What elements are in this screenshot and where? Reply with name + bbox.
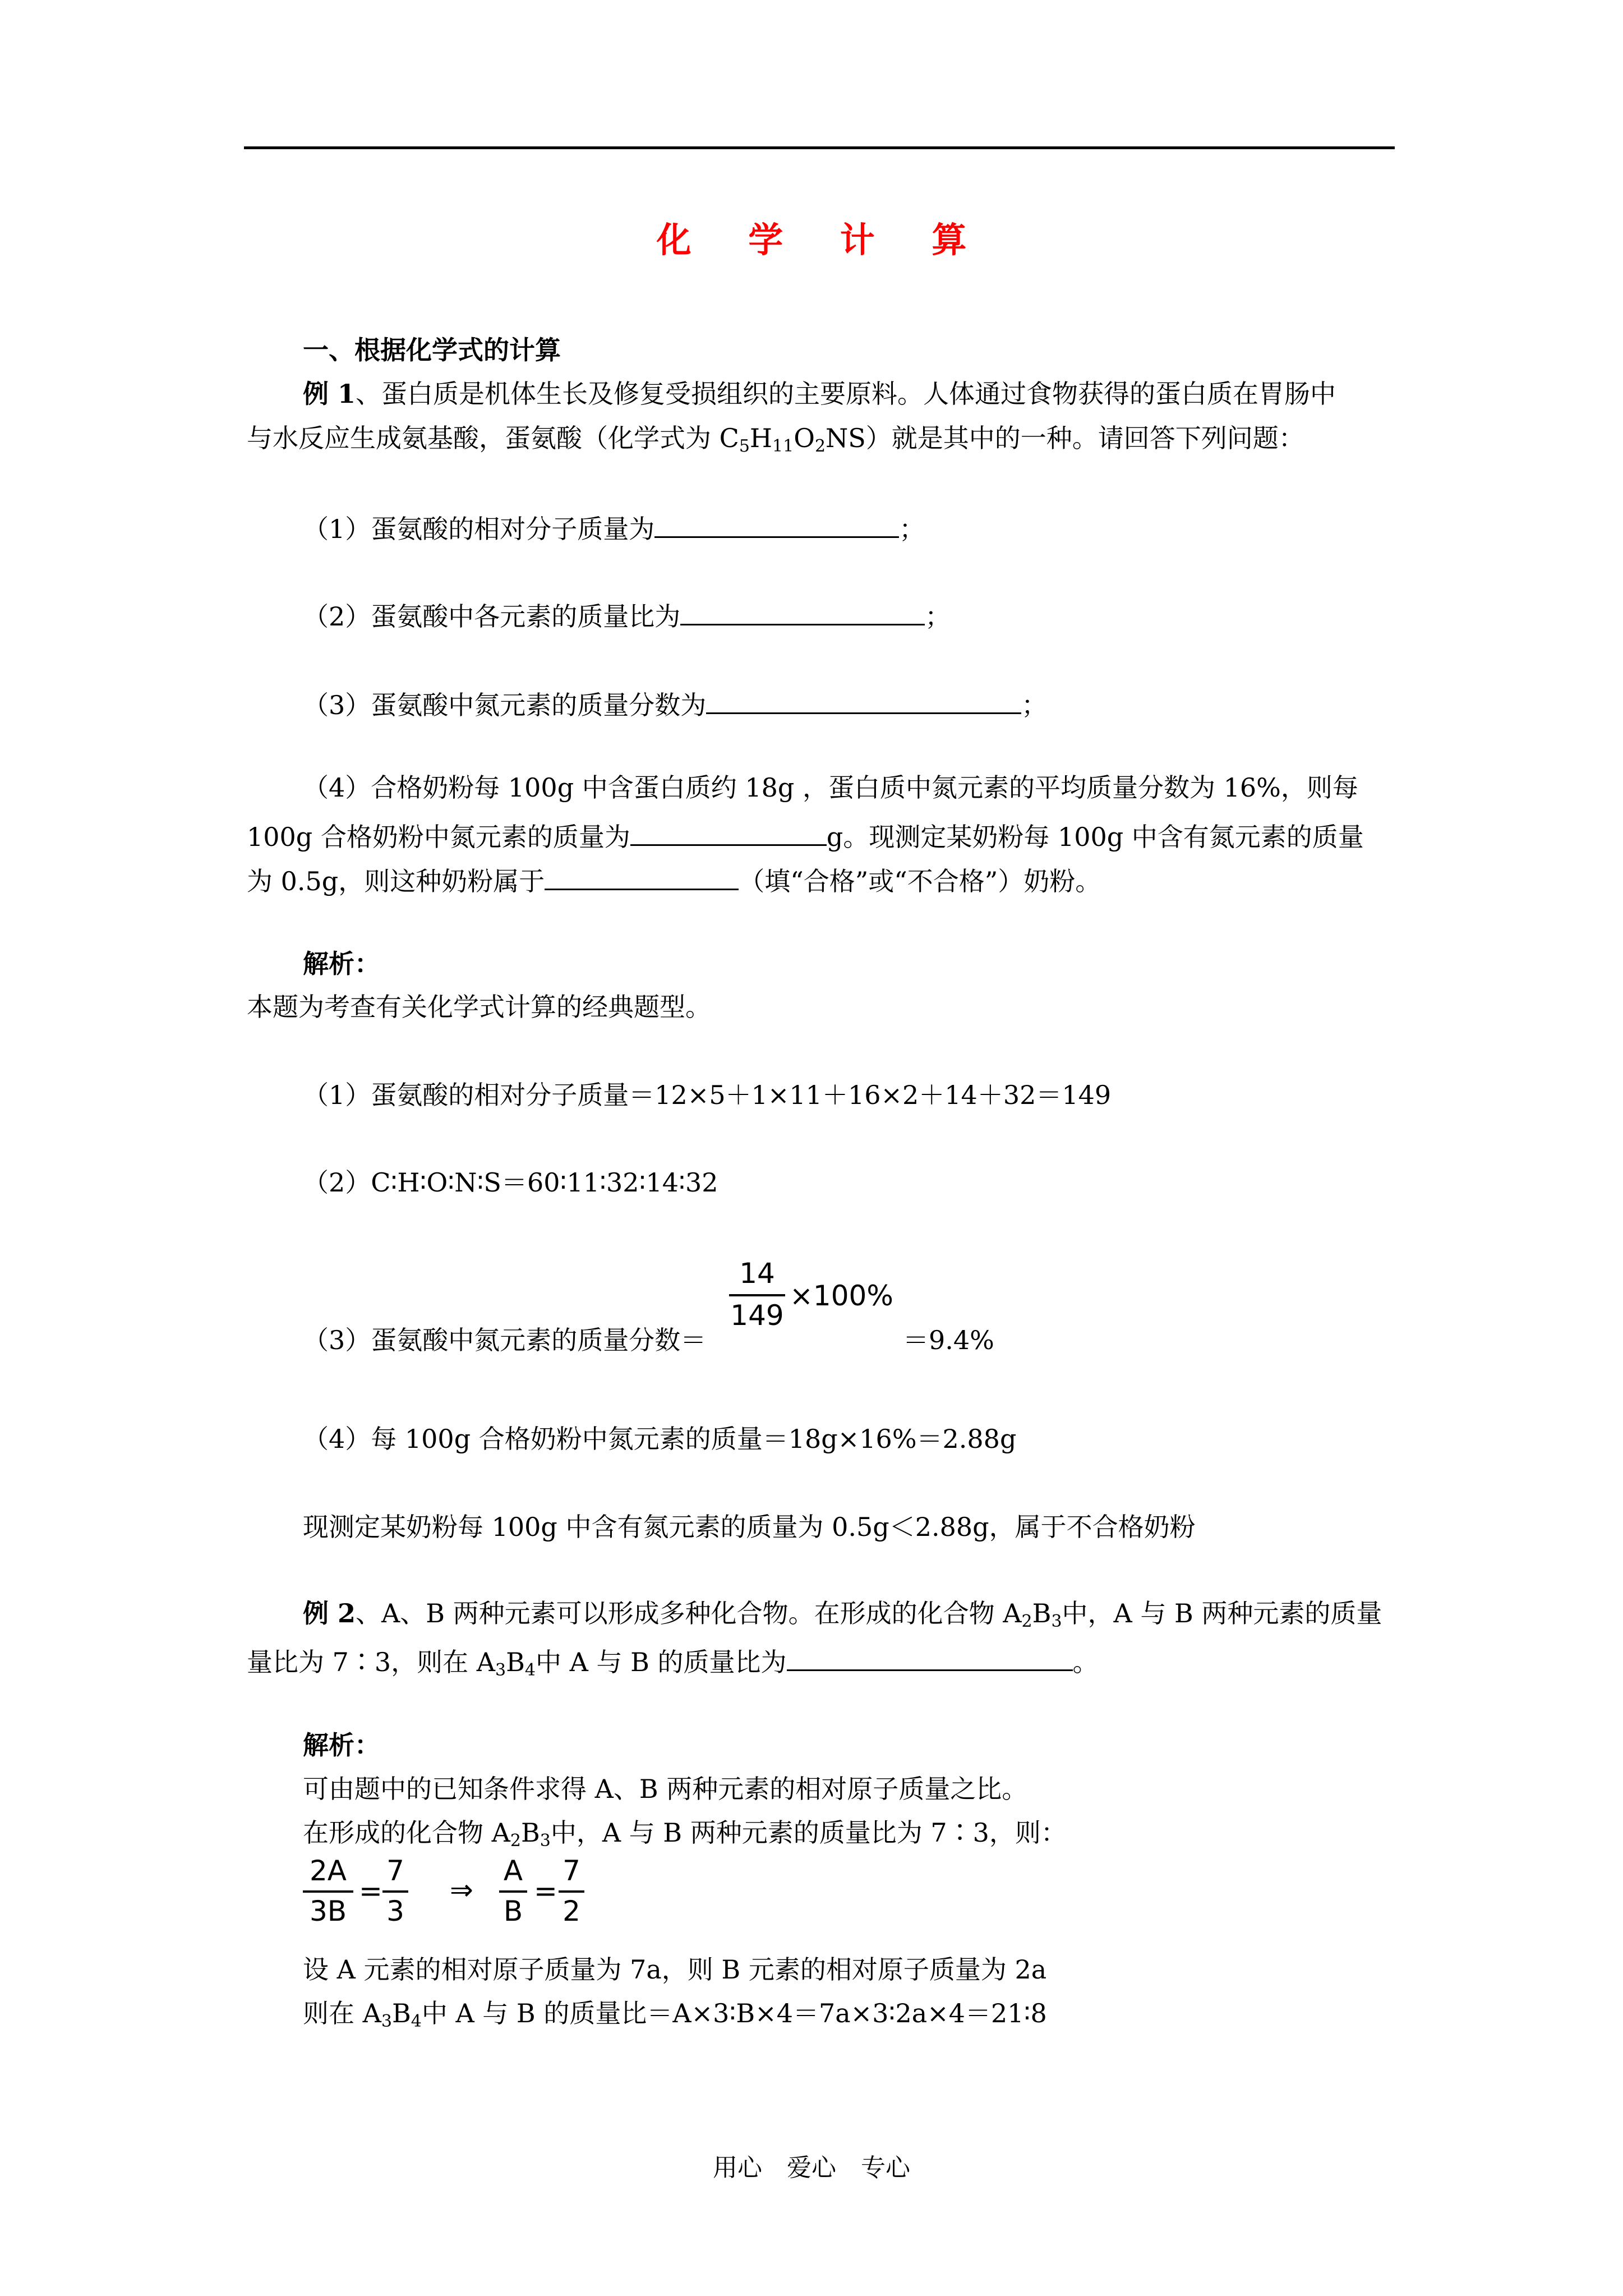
answer-blank-1[interactable] (654, 512, 899, 538)
answer-4: （4）每 100g 合格奶粉中氮元素的质量＝18g×16%＝2.88g (303, 1424, 1017, 1454)
formula-sub: 3 (540, 1831, 551, 1851)
answer-blank-2[interactable] (680, 599, 925, 625)
example2-end: 。 (1072, 1647, 1099, 1677)
analysis2-text4a: 则在 A (303, 1998, 381, 2028)
fraction-14-over-149 (727, 1259, 923, 1343)
answer-3-result: ＝9.4% (903, 1325, 994, 1355)
fraction-bar (559, 1890, 584, 1893)
formula-sub: 5 (739, 436, 750, 456)
question-2 (303, 599, 951, 632)
answer-4-conclusion: 现测定某奶粉每 100g 中含有氮元素的质量为 0.5g＜2.88g，属于不合格奶粉 (303, 1512, 1196, 1542)
analysis2-text2a: 在形成的化合物 A (303, 1818, 510, 1848)
analysis2-line1: 可由题中的已知条件求得 A、B 两种元素的相对原子质量之比。 (303, 1774, 1028, 1804)
analysis-intro: 本题为考查有关化学式计算的经典题型。 (247, 992, 711, 1022)
equation-numerator: 7 (386, 1855, 404, 1887)
example2-text1a: 、A、B 两种元素可以形成多种化合物。在形成的化合物 A (356, 1598, 1022, 1628)
equation-numerator: 2A (309, 1855, 347, 1887)
example1-intro-line1 (303, 381, 1336, 407)
example2-line1 (303, 1598, 1382, 1631)
example1-intro-text1: 、蛋白质是机体生长及修复受损组织的主要原料。人体通过食物获得的蛋白质在胃肠中 (356, 379, 1336, 409)
question-2-end: ； (925, 601, 951, 632)
fraction-numerator: 14 (739, 1257, 775, 1290)
analysis2-text4b: 中 A 与 B 的质量比＝A×3∶B×4＝7a×3∶2a×4＝21∶8 (421, 1998, 1047, 2028)
fraction-bar (303, 1890, 353, 1893)
times-100-percent: ×100% (790, 1280, 893, 1312)
analysis2-text2b: 中，A 与 B 两种元素的质量比为 7∶3，则： (550, 1818, 1067, 1848)
analysis2-line2 (303, 1818, 1067, 1851)
answer-1: （1）蛋氨酸的相对分子质量＝12×5＋1×11＋16×2＋14＋32＝149 (303, 1080, 1112, 1110)
example2-text1b: 中，A 与 B 两种元素的质量 (1062, 1598, 1382, 1628)
intro-text2b: NS）就是其中的一种。请回答下列问题： (826, 423, 1304, 453)
question-4-line1: （4）合格奶粉每 100g 中含蛋白质约 18g ，蛋白质中氮元素的平均质量分数为 16%，则每 (303, 772, 1358, 803)
equation-numerator: A (503, 1855, 523, 1887)
intro-text2a: 与水反应生成氨基酸，蛋氨酸（化学式为 C (247, 423, 739, 453)
answer-3-prefix: （3）蛋氨酸中氮元素的质量分数＝ (303, 1325, 707, 1355)
question-2-text: （2）蛋氨酸中各元素的质量比为 (303, 601, 681, 632)
page-title: 化 学 计 算 (656, 219, 989, 260)
example2-label: 例 2 (303, 1598, 356, 1628)
fraction-bar (729, 1294, 785, 1296)
implies-arrow: ⇒ (450, 1874, 473, 1906)
equation-denominator: 2 (562, 1895, 580, 1927)
question-3-end: ； (1021, 690, 1048, 720)
question-4-text2a: 100g 合格奶粉中氮元素的质量为 (247, 822, 630, 852)
formula-sub: 4 (524, 1660, 536, 1680)
ratio-equation (303, 1857, 594, 1935)
answer-blank-4[interactable] (630, 820, 827, 846)
section-heading: 一、根据化学式的计算 (303, 335, 561, 365)
example1-intro-line2 (247, 423, 1304, 456)
question-1-end: ； (899, 514, 925, 544)
formula-sub: 4 (411, 2012, 422, 2031)
formula-sub: 3 (381, 2012, 392, 2031)
equals-sign: = (534, 1875, 557, 1907)
formula-element: B (520, 1818, 540, 1848)
formula-sub: 2 (1021, 1612, 1032, 1631)
answer-blank-6[interactable] (787, 1645, 1073, 1671)
fraction-denominator: 149 (730, 1299, 784, 1332)
analysis-label-1: 解析： (303, 949, 380, 979)
question-3 (303, 688, 1047, 718)
question-4-text3a: 为 0.5g，则这种奶粉属于 (247, 866, 545, 896)
formula-sub: 2 (510, 1831, 521, 1851)
page-footer: 用心 爱心 专心 (713, 2154, 910, 2182)
equals-sign: = (359, 1875, 382, 1907)
question-4-text3b: （填“合格”或“不合格”）奶粉。 (739, 866, 1101, 896)
formula-element: B (391, 1998, 411, 2028)
question-4-text2b: g。现测定某奶粉每 100g 中含有氮元素的质量 (826, 822, 1364, 852)
header-rule (244, 146, 1395, 149)
answer-2: （2）C∶H∶O∶N∶S＝60∶11∶32∶14∶32 (303, 1167, 718, 1198)
answer-blank-5[interactable] (545, 864, 739, 890)
formula-element: H (749, 423, 773, 453)
formula-element: B (506, 1647, 525, 1677)
fraction-bar (499, 1890, 527, 1893)
equation-numerator: 7 (562, 1855, 580, 1887)
analysis-label-2: 解析： (303, 1730, 380, 1760)
answer-blank-3[interactable] (706, 688, 1021, 714)
analysis2-line3: 设 A 元素的相对原子质量为 7a，则 B 元素的相对原子质量为 2a (303, 1954, 1047, 1985)
equation-denominator: B (503, 1895, 523, 1927)
formula-sub: 2 (814, 436, 826, 456)
question-1 (303, 512, 925, 542)
question-3-text: （3）蛋氨酸中氮元素的质量分数为 (303, 690, 707, 720)
example2-text2b: 中 A 与 B 的质量比为 (536, 1647, 787, 1677)
formula-sub: 3 (1051, 1612, 1062, 1631)
equation-denominator: 3B (309, 1895, 347, 1927)
equation-denominator: 3 (386, 1895, 404, 1927)
example2-line2 (247, 1645, 1099, 1680)
question-4-line3 (247, 864, 1101, 894)
formula-element: B (1032, 1598, 1052, 1628)
analysis2-line4 (303, 1998, 1047, 2031)
question-4-line2 (247, 820, 1364, 850)
formula-sub: 3 (495, 1660, 506, 1680)
example2-text2a: 量比为 7∶3，则在 A (247, 1647, 495, 1677)
formula-sub: 11 (772, 436, 794, 456)
fraction-bar (382, 1890, 408, 1893)
example1-label: 例 1 (303, 379, 356, 409)
formula-element: O (794, 423, 815, 453)
question-1-text: （1）蛋氨酸的相对分子质量为 (303, 514, 655, 544)
